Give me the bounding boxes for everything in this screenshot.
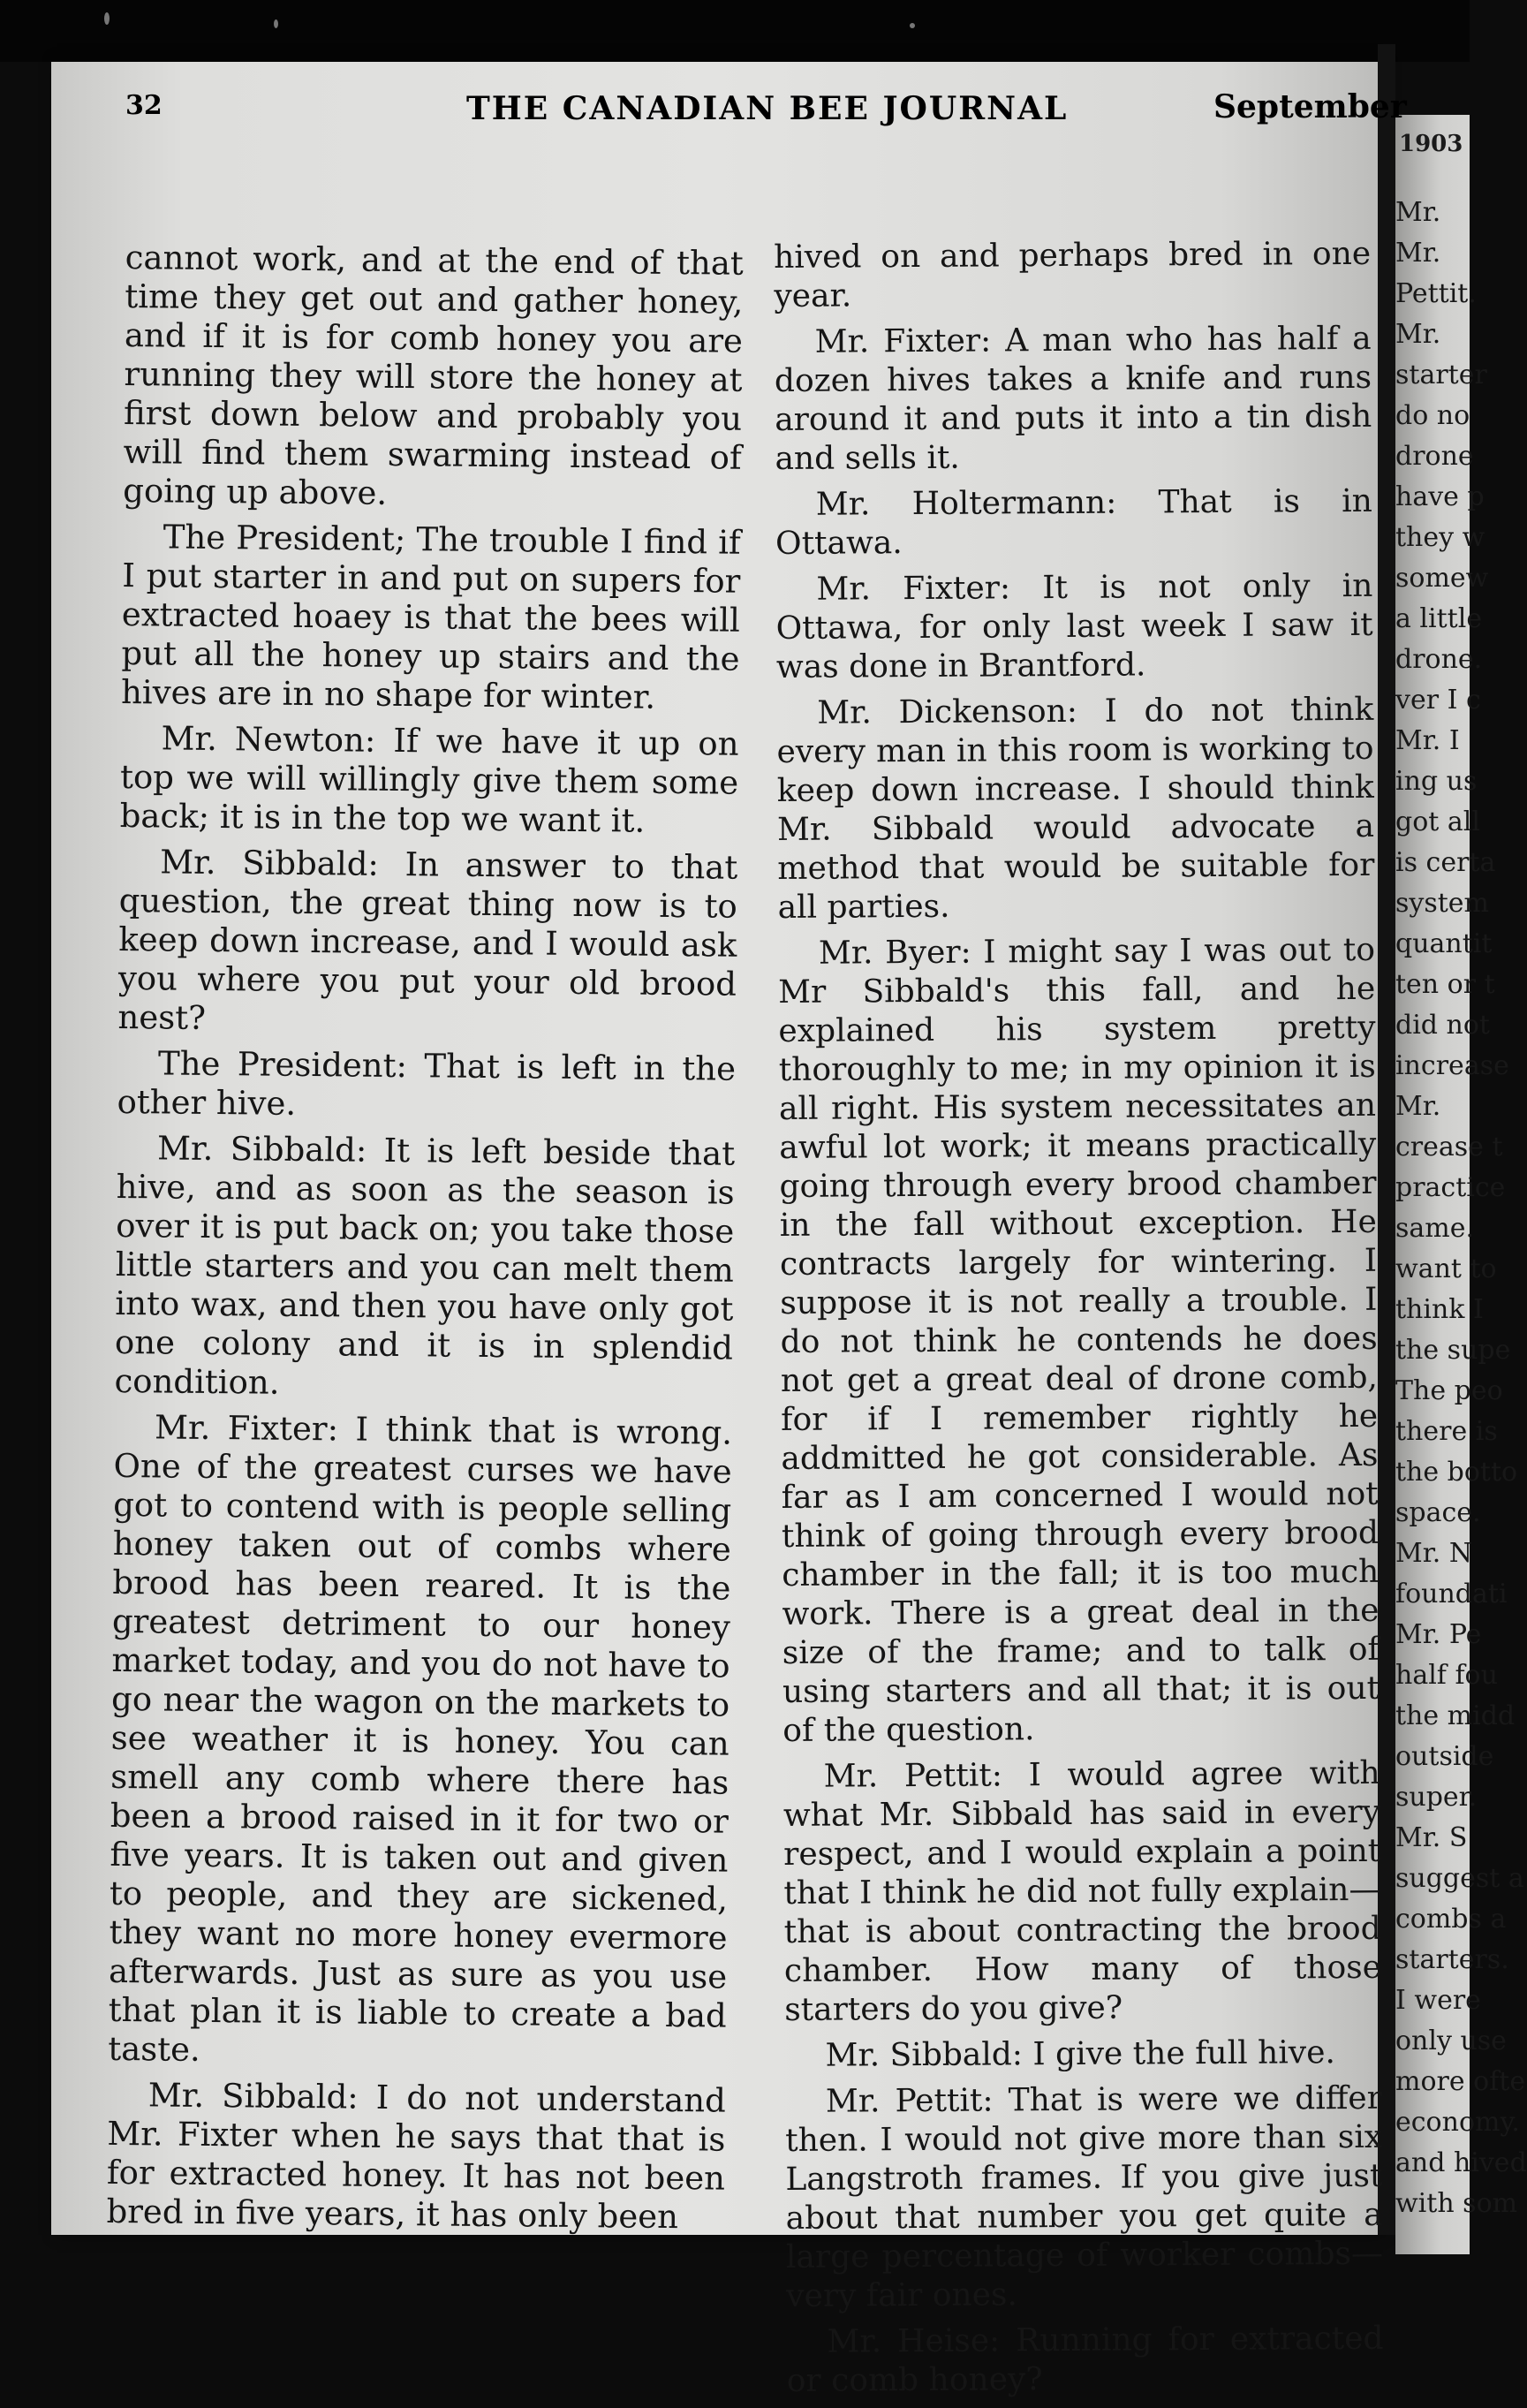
adjacent-page-line: want to [1395,1253,1497,1284]
paragraph: Mr. Fixter: A man who has half a dozen hives takes a knife and runs around it and puts it into a tin dish and sells it. [774,320,1372,477]
paragraph: hived on and perhaps bred in one year. [774,235,1372,314]
film-border-top [0,0,1470,62]
header-month: September [1213,88,1407,125]
paragraph: Mr. Heise: Running for extracted or comb honey? [786,2320,1384,2399]
paragraph: The President: That is left in the other hive. [117,1044,737,1123]
adjacent-page-line: the supe [1395,1335,1511,1366]
paragraph: Mr. Holtermann: That is in Ottawa. [775,482,1372,562]
paragraph: Mr. Pettit: That is were we differ then. I would not give more than six Langstroth frames. If you give just about that number you get quite a large percentage of worker combs—very fair ones. [785,2079,1384,2314]
adjacent-page-line: space. [1395,1497,1481,1528]
adjacent-page-line: the botto [1395,1457,1518,1488]
adjacent-page-line: Pettit. [1395,278,1477,309]
adjacent-page-line: Mr. [1395,319,1441,350]
adjacent-page-line: the midd [1395,1700,1516,1731]
adjacent-page-line: they w [1395,522,1485,553]
adjacent-page-line: economy. [1395,2107,1520,2138]
paragraph: Mr. Fixter: I think that is wrong. One of the greatest curses we have got to contend with is people selling honey taken out of combs where brood has been reared. It is the greatest detriment to our honey market today, and you do not have to go near the wagon on the markets to see weather it is honey. You can smell any comb where there has been a brood raised in it for two or five years. It is taken out and given to people, and they are sickened, they want no more honey evermore afterwards. Just as sure as you use that plan it is liable to create a bad taste. [108,1408,733,2069]
adjacent-page-line: practice [1395,1172,1506,1203]
adjacent-page-line: do no [1395,400,1470,431]
right-column [774,235,1384,2408]
adjacent-page-line: The peo [1395,1375,1503,1406]
adjacent-page-line: half fou [1395,1660,1498,1691]
paragraph: Mr. Sibbald: I give the full hive. [825,2034,1336,2074]
scan-speck [910,23,915,28]
paragraph: Mr. Pettit: I would agree with what Mr. Sibbald has said in every respect, and I would explain a point that I think he did not fully explain—that is about contracting the brood chamber. How many of those starters do you give? [782,1754,1382,2028]
adjacent-page-line: same. [1395,1213,1475,1244]
adjacent-page-line: Mr. S [1395,1822,1468,1853]
adjacent-page-line: drone [1395,441,1474,472]
adjacent-page-line: outside [1395,1741,1494,1772]
adjacent-page-line: did not [1395,1010,1490,1041]
paragraph: Mr. Sibbald: It is left beside that hive, and as soon as the season is over it is put back on; you take those little starters and you can melt them into wax, and then you have only got one colony and it is in splendid condition. [114,1129,736,1402]
adjacent-page-line: ver I c [1395,685,1481,716]
adjacent-page-line: think I [1395,1294,1484,1325]
adjacent-page-header: 1903 [1399,131,1463,157]
adjacent-page-line: ing us [1395,766,1478,797]
adjacent-page-line: Mr. [1395,1091,1441,1122]
adjacent-page-line: a little [1395,603,1483,634]
paragraph: Mr. Fixter: It is not only in Ottawa, for only last week I saw it was done in Brantford. [775,567,1373,685]
adjacent-page-line: starters. [1395,1944,1509,1975]
adjacent-page-line: Mr. I [1395,725,1460,756]
adjacent-page-line: increase [1395,1050,1509,1081]
adjacent-page-line: crease t [1395,1132,1503,1162]
page-number: 32 [125,90,163,121]
paragraph: The President; The trouble I find if I put starter in and put on supers for extracted hoaey is that the bees will put all the honey up stairs and the hives are in no shape for winter. [120,518,741,716]
adjacent-page-line: starter [1395,360,1487,390]
adjacent-page-line: with som [1395,2188,1518,2219]
adjacent-page-line: somew [1395,563,1489,594]
adjacent-page-line: more ofte [1395,2066,1526,2097]
adjacent-page [1395,115,1527,2254]
paragraph: Mr. Sibbald: In answer to that question, the great thing now is to keep down increase, and I would ask you where you put your old brood nest? [117,843,738,1037]
adjacent-page-line: and hived [1395,2147,1527,2178]
adjacent-page-line: ten or t [1395,969,1495,1000]
adjacent-page-line: have p [1395,481,1485,512]
adjacent-page-line: system [1395,888,1489,919]
adjacent-page-line: drone. [1395,644,1483,675]
adjacent-page-line: Mr. [1395,197,1441,228]
adjacent-page-line: Mr. N [1395,1538,1473,1569]
adjacent-page-line: combs a [1395,1904,1507,1935]
paragraph: Mr. Dickenson: I do not think every man in this room is working to keep down increase. I should think Mr. Sibbald would advocate a method that would be suitable for all parties. [776,691,1375,926]
adjacent-page-line: got all [1395,806,1480,837]
adjacent-page-line: Mr. Pe [1395,1619,1482,1650]
adjacent-page-line: there is [1395,1416,1498,1447]
paragraph: Mr. Byer: I might say I was out to Mr Sibbald's this fall, and he explained his system pretty thoroughly to me; in my opinion it is all right. His system necessitates an awful lot work; it means practically going through every brood chamber in the fall without exception. He contracts largely for wintering. I suppose it is not really a trouble. I do not think he contends he does not get a great deal of drone comb, for if I remember rightly he addmitted he got considerable. As far as I am concerned I would not think of going through every brood chamber in the fall; it is too much work. There is a great deal in the size of the frame; and to talk of using starters and all that; it is out of the question. [778,931,1380,1749]
adjacent-page-line: only use [1395,2026,1507,2056]
scan-speck [274,19,278,28]
paragraph: Mr. Sibbald: I do not understand Mr. Fixter when he says that that is for extracted honey. It has not been bred in five years, it has only been [106,2076,727,2237]
left-column [106,239,744,2245]
adjacent-page-line: is certa [1395,847,1496,878]
scan-speck [104,12,110,25]
adjacent-page-line: Mr. [1395,238,1441,269]
adjacent-page-line: super. [1395,1782,1478,1813]
adjacent-page-line: foundati [1395,1579,1508,1609]
adjacent-page-line: suggest a [1395,1863,1524,1894]
adjacent-page-line: I were [1395,1985,1481,2016]
paragraph: Mr. Newton: If we have it up on top we will willingly give them some back; it is in the top we want it. [119,719,739,840]
paragraph: cannot work, and at the end of that time they get out and gather honey, and if it is for comb honey you are running they will store the honey at first down below and probably you will find them swarming instead of going up above. [123,239,744,512]
adjacent-page-line: quantit [1395,928,1493,959]
journal-title: THE CANADIAN BEE JOURNAL [466,90,1069,127]
